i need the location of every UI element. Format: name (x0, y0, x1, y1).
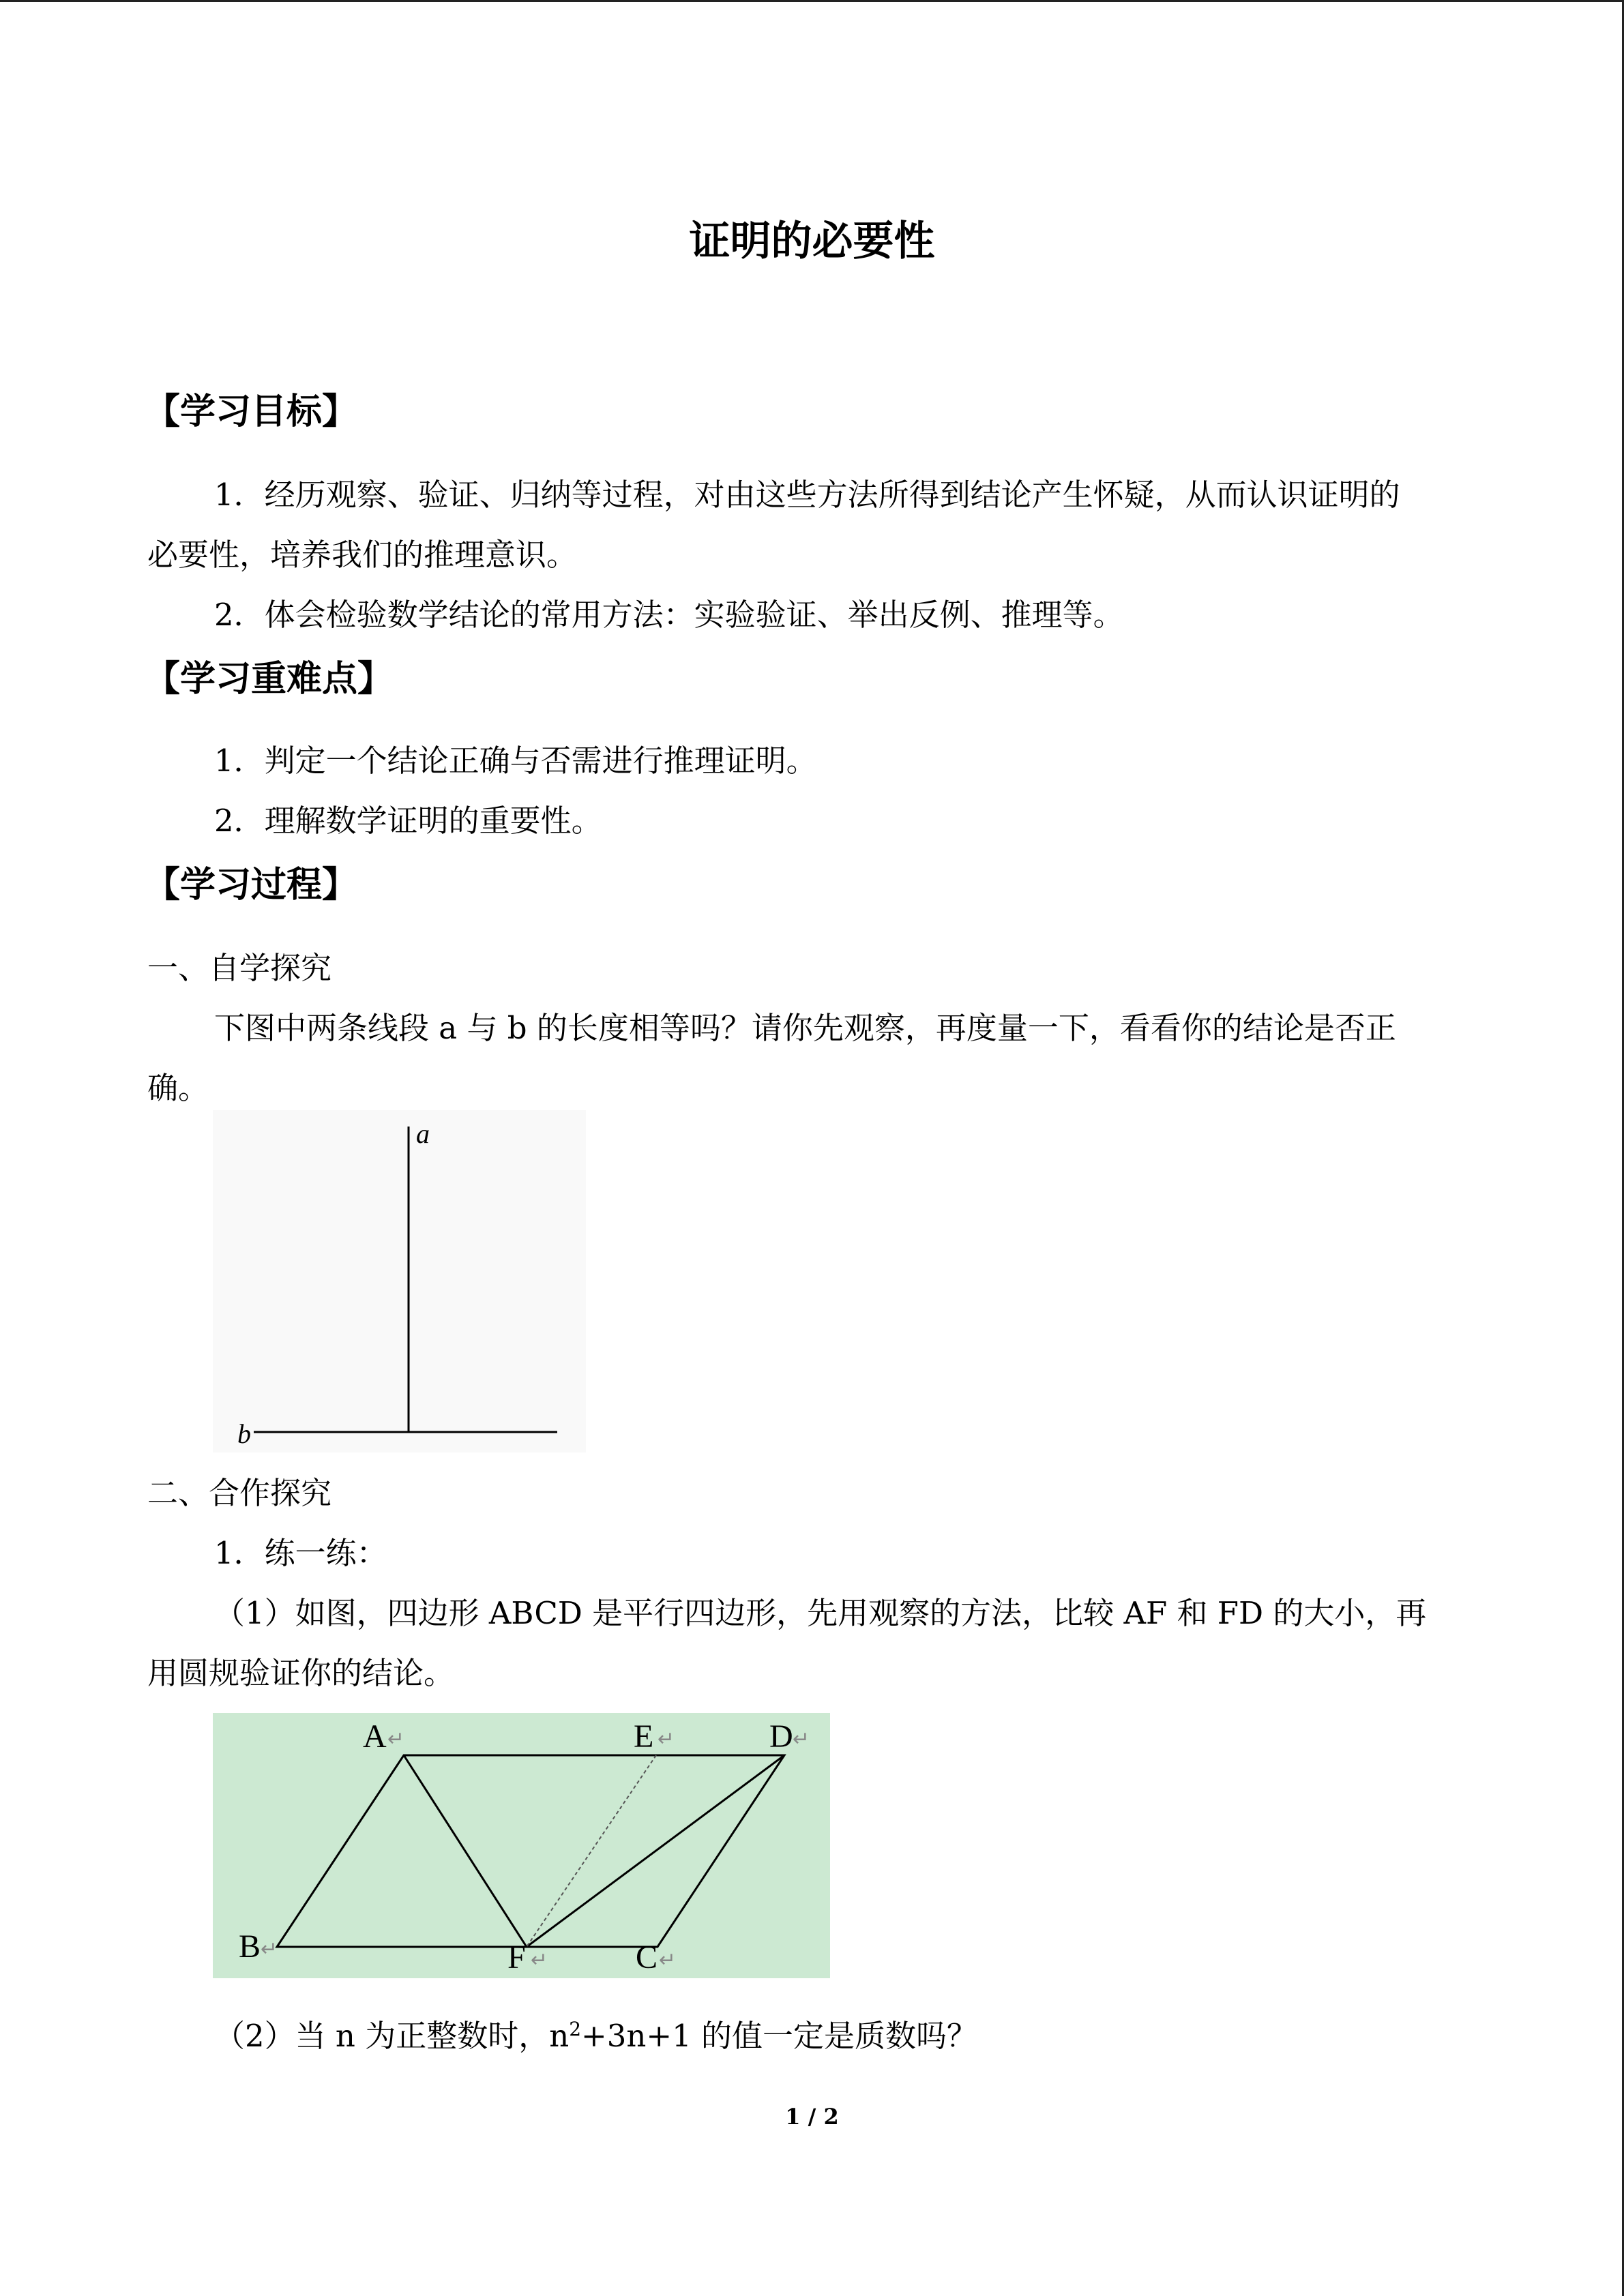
segments-figure (213, 1110, 586, 1452)
key-points-heading: 【学习重难点】 (145, 658, 394, 700)
label-f: F (507, 1939, 526, 1976)
svg-text:↵: ↵ (531, 1948, 548, 1972)
svg-text:↵: ↵ (387, 1727, 405, 1751)
goals-heading: 【学习目标】 (145, 391, 358, 432)
q1-text-2: 用圆规验证你的结论。 (147, 1655, 455, 1691)
label-a: A (363, 1718, 387, 1755)
q2-text (214, 2016, 977, 2057)
q1-text-1: （1）如图，四边形 ABCD 是平行四边形，先用观察的方法，比较 AF 和 FD 的大小，再 (214, 1595, 1427, 1631)
part1-text-1: 下图中两条线段 a 与 b 的长度相等吗？请你先观察，再度量一下，看看你的结论是否正 (214, 1010, 1396, 1046)
q2-suffix: +3n+1 的值一定是质数吗？ (581, 2018, 978, 2054)
top-border (0, 0, 1624, 2)
segment-a-label: a (416, 1118, 430, 1149)
goal-line-1: 1．经历观察、验证、归纳等过程，对由这些方法所得到结论产生怀疑，从而认识证明的 (214, 477, 1400, 513)
practice-label: 1．练一练： (214, 1535, 387, 1571)
label-c: C (636, 1939, 658, 1976)
key-point-1: 1．判定一个结论正确与否需进行推理证明。 (214, 743, 817, 779)
q2-prefix: （2）当 n 为正整数时，n (214, 2018, 570, 2054)
q2-exponent: 2 (569, 2018, 582, 2040)
svg-text:↵: ↵ (793, 1727, 810, 1751)
part2-title: 二、合作探究 (147, 1475, 332, 1511)
svg-text:↵: ↵ (658, 1727, 675, 1751)
label-b: B (239, 1928, 261, 1965)
goal-line-3: 2．体会检验数学结论的常用方法：实验验证、举出反例、推理等。 (214, 597, 1124, 633)
parallelogram-figure (213, 1713, 830, 1978)
page-title: 证明的必要性 (689, 218, 935, 265)
key-point-2: 2．理解数学证明的重要性。 (214, 803, 602, 839)
page-number: 1 / 2 (785, 2104, 839, 2130)
svg-text:↵: ↵ (659, 1948, 677, 1972)
process-heading: 【学习过程】 (145, 864, 358, 906)
label-e: E (634, 1718, 654, 1755)
label-d: D (769, 1718, 793, 1755)
segment-b-label: b (237, 1418, 251, 1449)
segments-figure-background (213, 1110, 586, 1452)
part1-title: 一、自学探究 (147, 950, 332, 986)
goal-line-2: 必要性，培养我们的推理意识。 (147, 537, 578, 573)
part1-text-2: 确。 (147, 1070, 209, 1106)
svg-text:↵: ↵ (261, 1937, 278, 1961)
